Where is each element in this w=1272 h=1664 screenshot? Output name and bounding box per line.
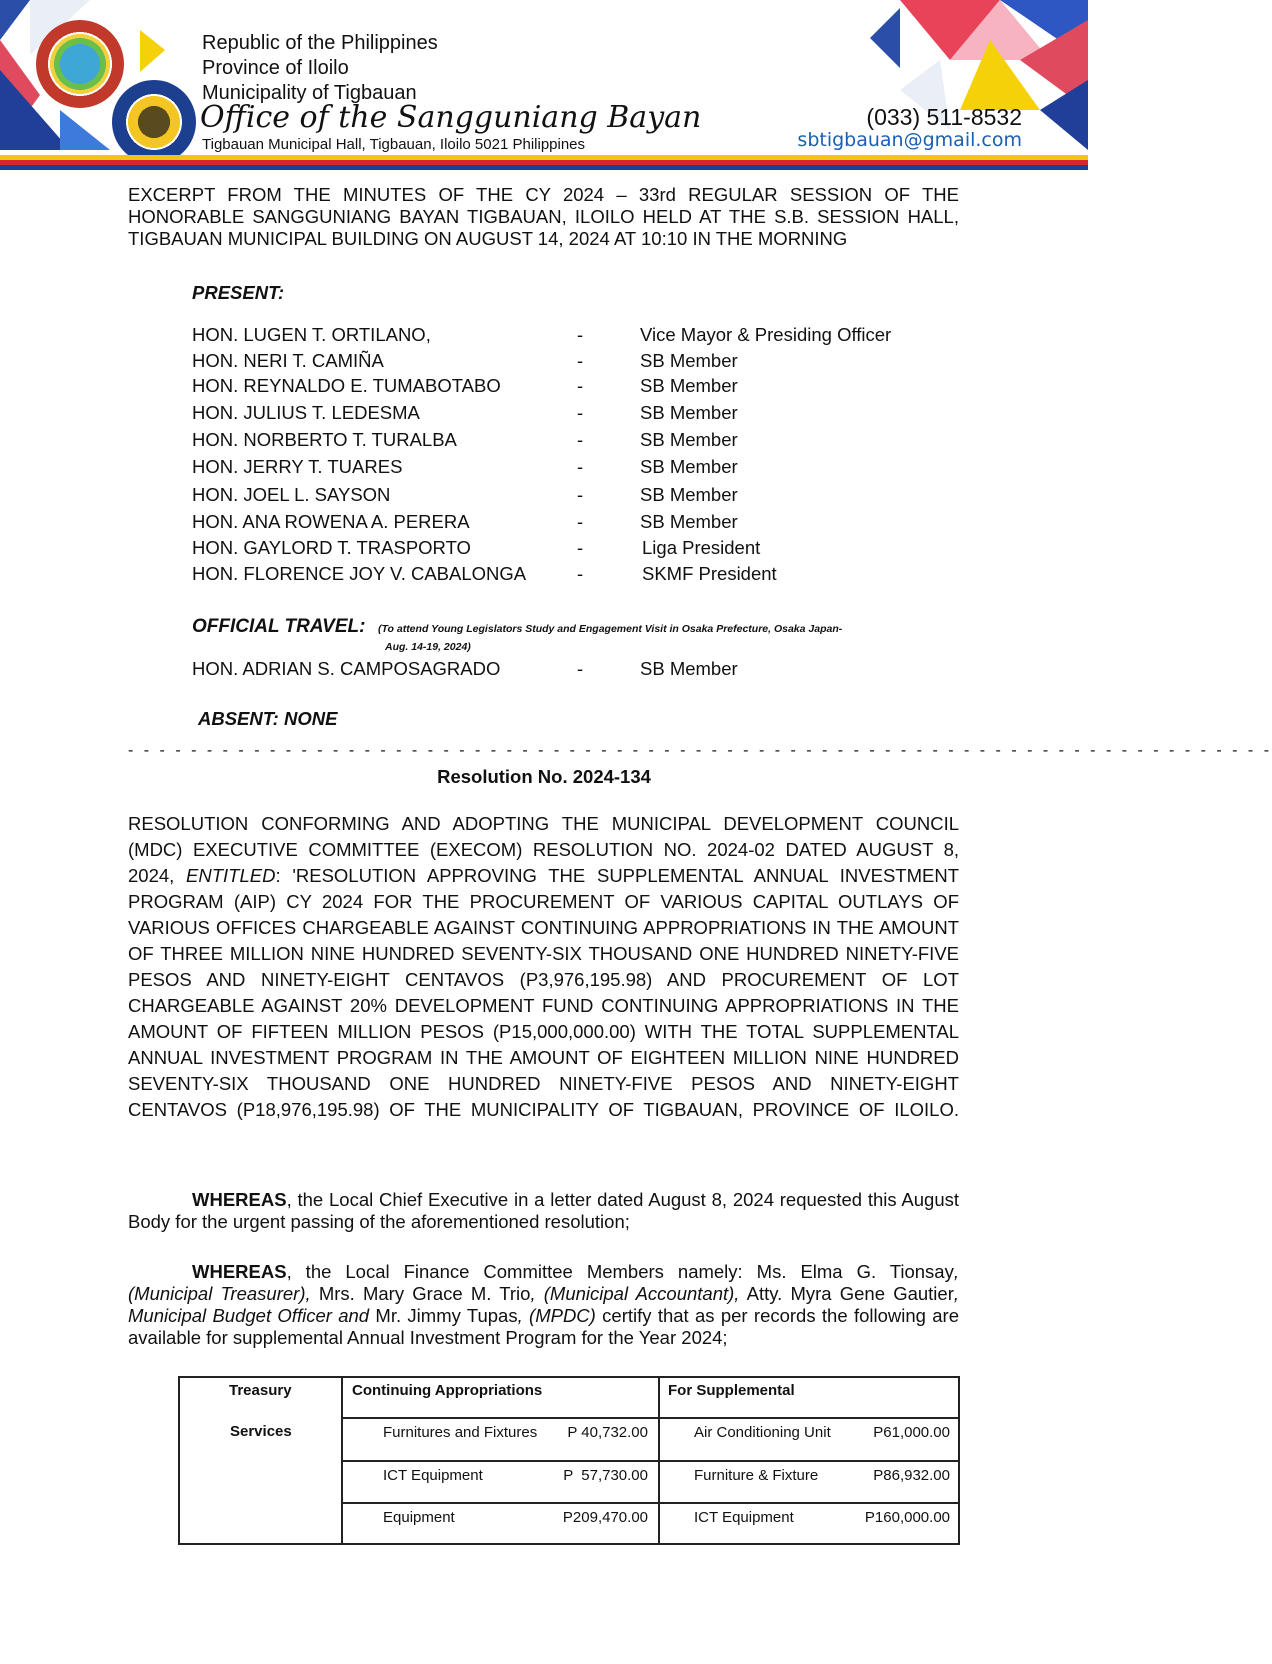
whereas-italic: , Municipal Budget Officer and bbox=[128, 1283, 960, 1326]
attendee-position: SB Member bbox=[640, 511, 738, 532]
attendee-name: HON. JULIUS T. LEDESMA bbox=[192, 402, 420, 423]
attendee-name: HON. NORBERTO T. TURALBA bbox=[192, 429, 457, 450]
attendee-name: HON. FLORENCE JOY V. CABALONGA bbox=[192, 563, 527, 584]
office-cell-line2: Services bbox=[230, 1423, 292, 1440]
republic-line: Republic of the Philippines bbox=[202, 32, 438, 54]
whereas-text: , the Local Chief Executive in a letter dated August 8, 2024 requested this August Body for the urgent passing of the aforementioned resolution; bbox=[128, 1189, 959, 1232]
office-address: Tigbauan Municipal Hall, Tigbauan, Iloilo 5021 Philippines bbox=[202, 136, 586, 153]
travel-note-line1: (To attend Young Legislators Study and Engagement Visit in Osaka Prefecture, Osaka Japan- bbox=[378, 623, 843, 635]
whereas-keyword: WHEREAS bbox=[192, 1261, 287, 1282]
supp-amount-cell: P160,000.00 bbox=[864, 1509, 950, 1526]
present-label: PRESENT: bbox=[192, 282, 285, 303]
whereas-clause-2 bbox=[128, 1261, 959, 1349]
attendee-dash: - bbox=[577, 484, 584, 505]
cont-item-cell: ICT Equipment bbox=[383, 1467, 483, 1484]
cont-item-cell: Equipment bbox=[383, 1509, 455, 1526]
blue-stripe bbox=[0, 165, 1088, 170]
attendee-dash: - bbox=[577, 511, 584, 532]
attendee-name: HON. ANA ROWENA A. PERERA bbox=[192, 511, 470, 532]
whereas-text: Mr. Jimmy Tupas bbox=[369, 1305, 518, 1326]
attendee-dash: - bbox=[577, 429, 584, 450]
whereas-text: Mrs. Mary Grace M. Trio bbox=[310, 1283, 531, 1304]
col-supplemental-header: For Supplemental bbox=[668, 1382, 795, 1399]
office-email-link[interactable]: sbtigbauan@gmail.com bbox=[797, 129, 1022, 151]
attendee-name: HON. GAYLORD T. TRASPORTO bbox=[192, 537, 471, 558]
supp-amount-cell: P61,000.00 bbox=[873, 1424, 950, 1441]
table-border bbox=[341, 1417, 960, 1419]
table-border bbox=[178, 1543, 960, 1545]
cont-amount-cell: P209,470.00 bbox=[562, 1509, 648, 1526]
attendee-position: SB Member bbox=[640, 429, 738, 450]
sangguniang-bayan-seal-logo bbox=[112, 80, 196, 164]
attendee-name: HON. JOEL L. SAYSON bbox=[192, 484, 391, 505]
province-line: Province of Iloilo bbox=[202, 57, 349, 79]
office-phone: (033) 511-8532 bbox=[866, 104, 1022, 130]
table-border bbox=[341, 1502, 960, 1504]
whereas-text: Atty. Myra Gene Gautier bbox=[739, 1283, 954, 1304]
attendee-position: SB Member bbox=[640, 402, 738, 423]
attendee-position: SB Member bbox=[640, 456, 738, 477]
supp-amount-cell: P86,932.00 bbox=[873, 1467, 950, 1484]
supp-item-cell: ICT Equipment bbox=[694, 1509, 794, 1526]
attendee-dash: - bbox=[577, 456, 584, 477]
attendee-position: Vice Mayor & Presiding Officer bbox=[640, 324, 892, 345]
attendee-position: SKMF President bbox=[642, 563, 777, 584]
whereas-italic: , (Municipal Accountant), bbox=[530, 1283, 740, 1304]
supp-item-cell: Furniture & Fixture bbox=[694, 1467, 819, 1484]
official-travel-label: OFFICIAL TRAVEL: bbox=[192, 616, 366, 637]
attendee-dash: - bbox=[577, 563, 584, 584]
office-name: Office of the Sangguniang Bayan bbox=[200, 100, 702, 135]
whereas-italic: , (MPDC) bbox=[517, 1305, 596, 1326]
attendee-name: HON. JERRY T. TUARES bbox=[192, 456, 403, 477]
attendee-dash: - bbox=[577, 537, 584, 558]
whereas-text: certify that as per records the following are available for supplemental Annual Investment Program for the Year 2024; bbox=[128, 1305, 959, 1348]
col-continuing-header: Continuing Appropriations bbox=[352, 1382, 543, 1399]
whereas-italic: , (Municipal Treasurer), bbox=[128, 1261, 959, 1304]
supp-item-cell: Air Conditioning Unit bbox=[694, 1424, 831, 1441]
attendee-name: HON. NERI T. CAMIÑA bbox=[192, 350, 384, 371]
office-cell-line1: Treasury bbox=[229, 1382, 292, 1399]
resolution-title-part1: RESOLUTION CONFORMING AND ADOPTING THE MUNICIPAL DEVELOPMENT COUNCIL (MDC) EXECUTIVE COMMITTEE (EXECOM) RESOLUTION NO. 2024-02 DATED AUGUST 8, 2024, bbox=[128, 813, 959, 886]
attendee-position: Liga President bbox=[642, 537, 761, 558]
attendee-dash: - bbox=[577, 402, 584, 423]
cont-amount-cell: P 57,730.00 bbox=[563, 1467, 648, 1484]
travel-name: HON. ADRIAN S. CAMPOSAGRADO bbox=[192, 658, 501, 679]
attendee-dash: - bbox=[577, 324, 584, 345]
resolution-title-part2: : 'RESOLUTION APPROVING THE SUPPLEMENTAL ANNUAL INVESTMENT PROGRAM (AIP) CY 2024 FOR THE PROCUREMENT OF VARIOUS CAPITAL OUTLAYS OF VARIOUS OFFICES CHARGEABLE AGAINST CONTINUING APPROPRIATIONS IN THE AMOUNT OF THREE MILLION NINE HUNDRED SEVENTY-SIX THOUSAND ONE HUNDRED NINETY-FIVE PESOS AND NINETY-EIGHT CENTAVOS (P3,976,195.98) AND PROCUREMENT OF LOT CHARGEABLE AGAINST 20% DEVELOPMENT FUND CONTINUING APPROPRIATIONS IN THE AMOUNT OF FIFTEEN MILLION PESOS (P15,000,000.00) WITH THE TOTAL SUPPLEMENTAL ANNUAL INVESTMENT PROGRAM IN THE AMOUNT OF EIGHTEEN MILLION NINE HUNDRED SEVENTY-SIX THOUSAND ONE HUNDRED NINETY-FIVE PESOS AND NINETY-EIGHT CENTAVOS (P18,976,195.98) OF THE MUNICIPALITY OF TIGBAUAN, PROVINCE OF ILOILO. bbox=[128, 865, 959, 1120]
table-border bbox=[341, 1460, 960, 1462]
attendee-dash: - bbox=[577, 375, 584, 396]
travel-note-line2: Aug. 14-19, 2024) bbox=[385, 641, 471, 653]
resolution-title-entitled: ENTITLED bbox=[186, 865, 276, 886]
municipality-seal-logo bbox=[36, 20, 124, 108]
resolution-number: Resolution No. 2024-134 bbox=[437, 766, 651, 787]
resolution-title bbox=[128, 811, 959, 1123]
cont-item-cell: Furnitures and Fixtures bbox=[383, 1424, 538, 1441]
appropriations-table bbox=[178, 1376, 960, 1545]
table-border bbox=[178, 1376, 960, 1378]
whereas-text: , the Local Finance Committee Members namely: Ms. Elma G. Tionsay bbox=[286, 1261, 954, 1282]
attendee-position: SB Member bbox=[640, 350, 738, 371]
attendee-name: HON. REYNALDO E. TUMABOTABO bbox=[192, 375, 501, 396]
letterhead bbox=[0, 0, 1088, 178]
cont-amount-cell: P 40,732.00 bbox=[567, 1424, 648, 1441]
whereas-keyword: WHEREAS bbox=[192, 1189, 287, 1210]
minutes-excerpt: EXCERPT FROM THE MINUTES OF THE CY 2024 – 33rd REGULAR SESSION OF THE HONORABLE SANGGUNIANG BAYAN TIGBAUAN, ILOILO HELD AT THE S.B. SESSION HALL, TIGBAUAN MUNICIPAL BUILDING ON AUGUST 14, 2024 AT 10:10 IN THE MORNING bbox=[128, 184, 959, 249]
attendee-position: SB Member bbox=[640, 375, 738, 396]
absent-label: ABSENT: NONE bbox=[198, 708, 338, 729]
section-divider: - - - - - - - - - - - - - - - - - - - - - - - - - - - - - - - - - - - - - - - - - - - - - - - - - - - - - - - - - - - - - - - - - - - - - - - - - bbox=[128, 742, 1272, 759]
travel-dash: - bbox=[577, 658, 584, 679]
table-border bbox=[178, 1376, 180, 1545]
municipality-line: Municipality of Tigbauan bbox=[202, 82, 417, 104]
attendee-position: SB Member bbox=[640, 484, 738, 505]
attendee-dash: - bbox=[577, 350, 584, 371]
whereas-clause-1 bbox=[128, 1189, 959, 1233]
travel-position: SB Member bbox=[640, 658, 738, 679]
attendee-name: HON. LUGEN T. ORTILANO, bbox=[192, 324, 431, 345]
